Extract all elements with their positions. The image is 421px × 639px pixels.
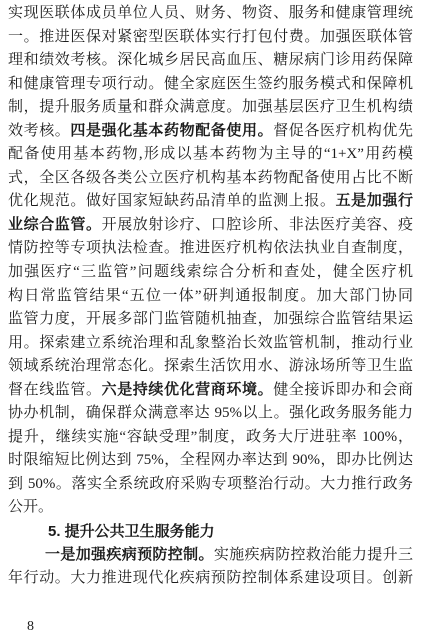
text-segment: 理和绩效考核。深化城乡居民高血压、糖尿病门诊用药保障 <box>8 52 413 69</box>
text-segment: 效考核。 <box>8 122 71 139</box>
text-segment: 监管力度，开展多部门监管随机抽查，加强综合监管结果运 <box>8 311 413 328</box>
text-segment: 和健康管理专项行动。健全家庭医生签约服务模式和保障机 <box>8 75 413 92</box>
text-segment: 公开。 <box>8 499 54 516</box>
text-line <box>8 120 413 144</box>
text-line <box>8 167 413 191</box>
page-number: 8 <box>27 619 34 634</box>
text-line <box>8 355 413 379</box>
text-segment: 时限缩短比例达到 75%，全程网办率达到 90%，即办比例达 <box>8 452 413 469</box>
text-segment: 督促各医疗机构优先 <box>273 122 413 139</box>
text-line <box>8 402 413 426</box>
text-line <box>8 285 413 309</box>
text-segment: 加强医疗“三监管”问题线索综合分析和查处，健全医疗机 <box>8 264 413 281</box>
bold-key-point: 业综合监管。 <box>8 216 102 233</box>
text-line <box>8 143 413 167</box>
text-segment: 用。探索建立系统治理和乱象整治长效监管机制，推动行业 <box>8 334 413 351</box>
text-line <box>8 73 413 97</box>
text-segment: 协办机制，确保群众满意率达 95%以上。强化政务服务能力 <box>8 405 413 422</box>
text-line <box>8 96 413 120</box>
text-segment: 优化规范。做好国家短缺药品清单的监测上报。 <box>8 193 336 210</box>
text-segment: 制，提升服务质量和群众满意度。加强基层医疗卫生机构绩 <box>8 99 413 116</box>
text-line <box>8 190 413 214</box>
text-segment: 一。推进医保对紧密型医联体实行打包付费。加强医联体管 <box>8 28 413 45</box>
text-segment: 情防控等专项执法检查。推进医疗机构依法执业自查制度， <box>8 240 413 257</box>
text-line <box>8 496 413 520</box>
text-segment: 开展放射诊疗、口腔诊所、非法医疗美容、疫 <box>101 216 413 233</box>
text-line <box>8 332 413 356</box>
text-line <box>8 567 413 591</box>
text-line <box>8 379 413 403</box>
bold-key-point: 一是加强疾病预防控制。 <box>45 546 214 563</box>
bold-key-point: 五是加强行 <box>335 193 413 210</box>
text-line <box>8 473 413 497</box>
text-line <box>8 26 413 50</box>
text-segment: 到 50%。落实全系统政府采购专项整治行动。大力推行政务 <box>8 475 413 492</box>
text-line <box>8 214 413 238</box>
text-line <box>8 544 413 568</box>
text-line <box>8 308 413 332</box>
text-segment: 式，全区各级各类公立医疗机构基本药物配备使用占比不断 <box>8 169 413 186</box>
text-segment: 构日常监管结果“五位一体”研判通报制度。加大部门协同 <box>8 287 413 304</box>
text-line <box>8 237 413 261</box>
text-line <box>8 449 413 473</box>
text-line <box>8 426 413 450</box>
text-segment: 配备使用基本药物,形成以基本药物为主导的“1+X”用药模 <box>8 146 413 163</box>
text-segment: 实现医联体成员单位人员、财务、物资、服务和健康管理统 <box>8 5 413 21</box>
text-segment: 实施疾病防控救治能力提升三 <box>213 546 413 563</box>
text-line <box>8 49 413 73</box>
text-segment: 领域系统治理常态化。探索生活饮用水、游泳场所等卫生监 <box>8 358 413 375</box>
text-segment: 督在线监管。 <box>8 381 102 398</box>
document-page <box>8 2 413 591</box>
text-segment: 健全接诉即办和会商 <box>273 381 413 398</box>
bold-key-point: 四是强化基本药物配备使用。 <box>70 122 274 139</box>
text-line <box>8 261 413 285</box>
text-segment: 年行动。大力推进现代化疾病预防控制体系建设项目。创新 <box>8 570 413 587</box>
bold-key-point: 六是持续优化营商环境。 <box>101 381 274 398</box>
section-heading: 5. 提升公共卫生服务能力 <box>48 523 215 541</box>
text-line <box>8 2 413 26</box>
text-segment: 提升，继续实施“容缺受理”制度，政务大厅进驻率 100%， <box>8 428 413 445</box>
